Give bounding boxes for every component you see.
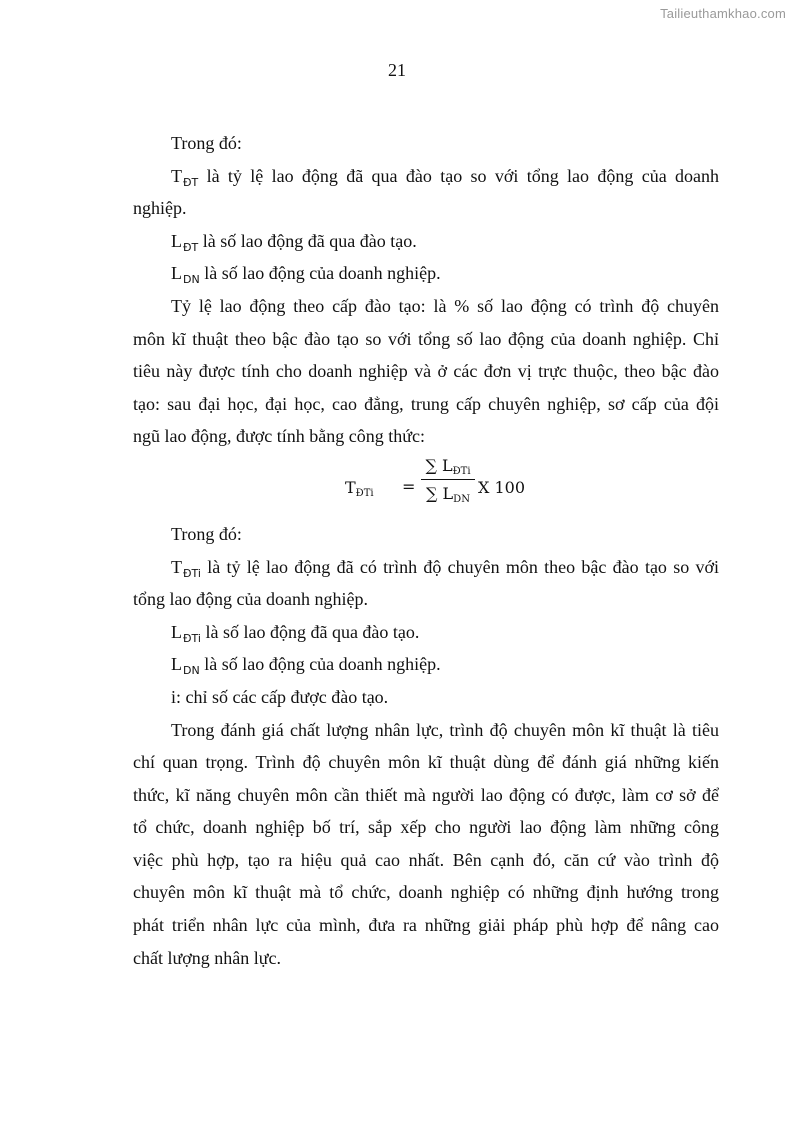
symbol-ldn: $L_{DN}$ <box>171 263 200 287</box>
where-heading: Trong đó: <box>171 523 242 544</box>
symbol-ldt: $L_{ĐT}$ <box>171 230 199 254</box>
paragraph2-line: thức, kĩ năng chuyên môn cần thiết mà người lao động có được, làm cơ sở để <box>133 784 719 805</box>
watermark: Tailieuthamkhao.com <box>660 6 786 21</box>
definition-tdt-line1 <box>133 160 719 193</box>
paragraph1-line: Tỷ lệ lao động theo cấp đào tạo: là % số lao động có trình độ chuyên <box>171 295 719 316</box>
definition-text: là tỷ lệ lao động đã qua đào tạo so với tổng lao động của doanh <box>206 165 720 186</box>
symbol-sub: ĐT <box>183 175 199 189</box>
formula-fraction <box>421 453 475 506</box>
formula-lhs: TĐTi <box>345 477 374 499</box>
paragraph2-line: chuyên môn kĩ thuật mà tổ chức, doanh nghiệp có những định hướng trong <box>133 882 719 903</box>
formula-block <box>133 453 719 518</box>
document-body <box>133 127 719 974</box>
paragraph2-line: Trong đánh giá chất lượng nhân lực, trình độ chuyên môn kĩ thuật là tiêu <box>171 719 719 740</box>
symbol-ldn: $L_{DN}$ <box>171 654 200 678</box>
definition-i: i: chỉ số các cấp được đào tạo. <box>171 686 389 707</box>
definition-text: là số lao động đã qua đào tạo. <box>202 230 417 251</box>
definition-ldt <box>133 225 719 258</box>
definition-tdti-line1 <box>133 551 719 584</box>
symbol-sub: DN <box>183 273 200 287</box>
where-heading: Trong đó: <box>171 133 242 153</box>
paragraph1-line: tạo: sau đại học, đại học, cao đẳng, trung cấp chuyên nghiệp, sơ cấp của đội <box>133 393 719 414</box>
symbol-sub: ĐTi <box>183 566 201 580</box>
paragraph1-line: ngũ lao động, được tính bằng công thức: <box>133 426 425 447</box>
symbol-tdti: $T_{ĐTi}$ <box>171 556 201 580</box>
paragraph1-line: tiêu này được tính cho doanh nghiệp và ở các đơn vị trực thuộc, theo bậc đào <box>133 361 719 382</box>
definition-ldn <box>133 257 719 290</box>
page-number: 21 <box>388 60 406 80</box>
paragraph1-line: môn kĩ thuật theo bậc đào tạo so với tổng số lao động của doanh nghiệp. Chỉ <box>133 328 719 349</box>
symbol-ldti: $L_{ĐTi}$ <box>171 621 201 645</box>
paragraph2-line: phát triển nhân lực của mình, đưa ra những giải pháp phù hợp để nâng cao <box>133 915 719 936</box>
paragraph2-line: chất lượng nhân lực. <box>133 947 281 968</box>
definition-text: là số lao động của doanh nghiệp. <box>204 263 441 284</box>
symbol-sub: DN <box>183 664 200 678</box>
definition-tdt-line2: nghiệp. <box>133 198 187 219</box>
paragraph2-line: tổ chức, doanh nghiệp bố trí, sắp xếp cho người lao động làm những công <box>133 817 719 838</box>
paragraph2-line: chí quan trọng. Trình độ chuyên môn kĩ thuật dùng để đánh giá những kiến <box>133 752 719 773</box>
paragraph2-line: việc phù hợp, tạo ra hiệu quả cao nhất. Bên cạnh đó, căn cứ vào trình độ <box>133 849 719 870</box>
definition-tdti-line2: tổng lao động của doanh nghiệp. <box>133 589 368 610</box>
symbol-sub: ĐT <box>183 240 199 254</box>
formula-multiplier: X 100 <box>478 477 526 497</box>
formula-denominator: ∑ LDN <box>426 483 470 505</box>
definition-ldn-2 <box>133 648 719 681</box>
definition-text: là số lao động của doanh nghiệp. <box>204 654 441 675</box>
definition-ldti <box>133 616 719 649</box>
formula-equals: = <box>402 476 416 496</box>
symbol-sub: ĐTi <box>183 631 201 645</box>
formula-numerator: ∑ LĐTi <box>425 455 471 477</box>
definition-text: là tỷ lệ lao động đã có trình độ chuyên môn theo bậc đào tạo so với <box>207 556 720 577</box>
definition-text: là số lao động đã qua đào tạo. <box>205 621 420 642</box>
symbol-tdt: $T_{ĐT}$ <box>171 165 199 189</box>
